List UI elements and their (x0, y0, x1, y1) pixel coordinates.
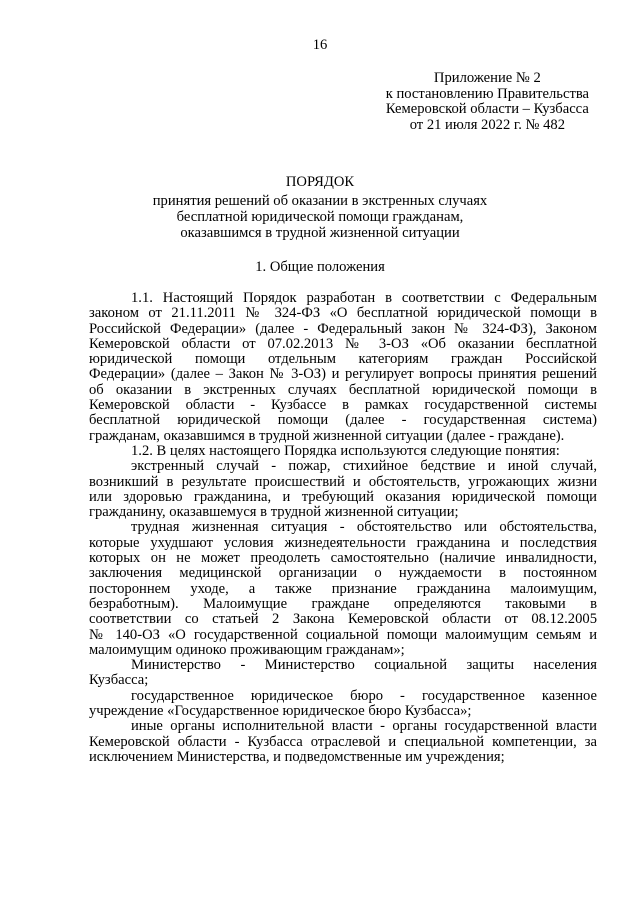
paragraph-line: соответствии со статьей 2 Закона Кемеровской области от 08.12.2005 (89, 611, 597, 628)
paragraph-line: малоимущим одиноко проживающим гражданам»; (89, 641, 405, 658)
paragraph-line: Кемеровской области - Кузбассе в рамках государственной системы (89, 397, 597, 414)
appendix-block (386, 71, 589, 133)
paragraph (89, 459, 597, 520)
paragraph (89, 444, 597, 459)
paragraph-line: 1.1. Настоящий Порядок разработан в соответствии с Федеральным (131, 290, 597, 306)
paragraph (89, 291, 597, 444)
appendix-line: Приложение № 2 (433, 70, 541, 86)
paragraph (89, 689, 597, 720)
subtitle-line: принятия решений об оказании в экстренных случаях (152, 193, 488, 209)
paragraph-line: государственное юридическое бюро - государственное казенное (131, 687, 597, 704)
paragraph-line: безработным). Малоимущие граждане определяются таковыми в (89, 595, 597, 612)
paragraph-line: Министерство - Министерство социальной защиты населения (131, 657, 597, 674)
paragraph-line: исключением Министерства, и подведомственные им учреждения; (89, 748, 505, 765)
paragraph (89, 719, 597, 765)
subtitle-line: бесплатной юридической помощи гражданам, (176, 208, 464, 225)
paragraph-line: Кемеровской области от 07.02.2013 № 3-ОЗ «Об оказании бесплатной (89, 335, 597, 352)
paragraph (89, 520, 597, 658)
page-number: 16 (312, 37, 328, 53)
paragraph-line: которые ухудшают условия жизнедеятельности гражданина и последствия (89, 534, 597, 551)
document-body (89, 291, 597, 765)
paragraph-line: законом от 21.11.2011 № 324-ФЗ «О бесплатной юридической помощи в (89, 305, 597, 322)
paragraph-line: которых он не может преодолеть самостоятельно (наличие инвалидности, (89, 550, 597, 567)
paragraph-line: Кузбасса; (89, 672, 149, 689)
paragraph-line: Российской Федерации» (далее - Федеральный закон № 324-ФЗ), Законом (89, 320, 597, 337)
paragraph-line: Федерации» (далее – Закон № 3-ОЗ) и регулирует вопросы принятия решений (89, 366, 597, 383)
paragraph-line: экстренный случай - пожар, стихийное бедствие и иной случай, (131, 458, 597, 475)
paragraph-line: об оказании в экстренных случаях бесплатной юридической помощи в (89, 381, 597, 398)
document-subtitle (0, 194, 640, 241)
section-heading: 1. Общие положения (255, 259, 385, 275)
document-title: ПОРЯДОК (285, 174, 355, 190)
paragraph-line: постороннем уходе, а также признание гражданина малоимущим, (89, 580, 597, 597)
subtitle-line: оказавшимся в трудной жизненной ситуации (180, 224, 460, 241)
paragraph-line: трудная жизненная ситуация - обстоятельство или обстоятельства, (131, 519, 597, 536)
paragraph-line: заключения медицинской организации о нуждаемости в постоянном (89, 565, 597, 582)
paragraph-line: № 140-ОЗ «О государственной социальной помощи малоимущим семьям и (89, 626, 597, 643)
paragraph-line: юридической помощи отдельным категориям граждан Российской (89, 351, 597, 368)
paragraph-line: гражданам, оказавшимся в трудной жизненной ситуации (далее - граждане). (89, 427, 565, 444)
appendix-line: к постановлению Правительства (385, 85, 589, 102)
paragraph-line: бесплатной юридической помощи (далее - государственная система) (89, 412, 597, 429)
paragraph-line: иные органы исполнительной власти - органы государственной власти (131, 718, 597, 735)
appendix-line: от 21 июля 2022 г. № 482 (409, 116, 565, 133)
paragraph-line: учреждение «Государственное юридическое бюро Кузбасса»; (89, 703, 472, 720)
appendix-line: Кемеровской области – Кузбасса (385, 101, 589, 117)
paragraph (89, 658, 597, 689)
paragraph-line: Кемеровской области - Кузбасса отраслевой и специальной компетенции, за (89, 733, 597, 750)
paragraph-line: возникший в результате происшествий и обстоятельств, угрожающих жизни (89, 473, 597, 490)
paragraph-line: 1.2. В целях настоящего Порядка используются следующие понятия: (131, 442, 560, 459)
paragraph-line: или здоровью гражданина, и требующий оказания юридической помощи (89, 488, 597, 505)
paragraph-line: гражданину, оказавшемуся в трудной жизненной ситуации; (89, 504, 459, 521)
